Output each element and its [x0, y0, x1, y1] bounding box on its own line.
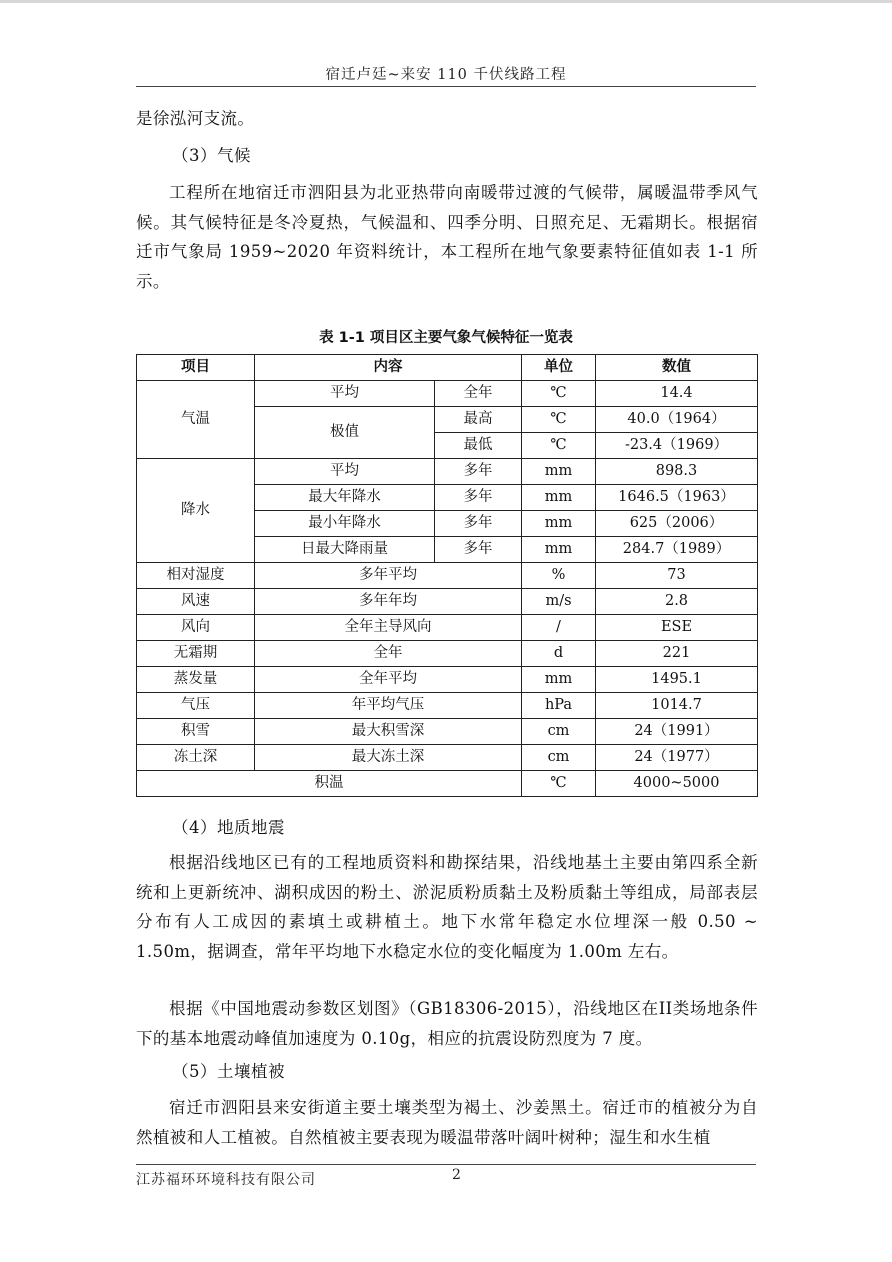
- cell-content: 最大积雪深: [255, 719, 522, 745]
- cell-period: 多年: [435, 485, 522, 511]
- cell-content: 平均: [255, 381, 435, 407]
- cell-content: 最大年降水: [255, 485, 435, 511]
- cell-content-extreme: 极值: [255, 407, 435, 459]
- cell-unit: cm: [522, 745, 596, 771]
- table-row: [137, 641, 758, 667]
- cell-content: 年平均气压: [255, 693, 522, 719]
- cell-value: 898.3: [596, 459, 758, 485]
- cell-unit: mm: [522, 511, 596, 537]
- cell-content: 多年平均: [255, 563, 522, 589]
- column-header-value: 数值: [596, 355, 758, 381]
- footer-company: 江苏福环环境科技有限公司: [136, 1172, 316, 1188]
- cell-unit: ℃: [522, 381, 596, 407]
- table-row: [137, 563, 758, 589]
- cell-unit: /: [522, 615, 596, 641]
- row-label: 蒸发量: [137, 667, 255, 693]
- cell-period: 全年: [435, 381, 522, 407]
- row-label-accumulated-temperature: 积温: [137, 771, 522, 797]
- paragraph-geology-1: 根据沿线地区已有的工程地质资料和勘探结果，沿线地基土主要由第四系全新统和上更新统冲、湖积成因的粉土、淤泥质粉质黏土及粉质黏土等组成，局部表层分布有人工成因的素填土或耕植土。地下水常年稳定水位埋深一般 0.50 ~ 1.50m，据调查，常年平均地下水稳定水位的变化幅度为 1.00m 左右。: [136, 853, 758, 961]
- table-row: [137, 693, 758, 719]
- table-row: [137, 615, 758, 641]
- cell-unit: mm: [522, 485, 596, 511]
- cell-unit: ℃: [522, 433, 596, 459]
- row-label: 风速: [137, 589, 255, 615]
- cell-period: 最低: [435, 433, 522, 459]
- cell-unit: mm: [522, 537, 596, 563]
- heading-geology: （4）地质地震: [172, 818, 285, 837]
- paragraph-continuation: 是徐泓河支流。: [136, 109, 255, 128]
- cell-unit: cm: [522, 719, 596, 745]
- heading-climate: （3）气候: [172, 146, 251, 165]
- heading-soil: （5）土壤植被: [172, 1062, 285, 1081]
- cell-unit: ℃: [522, 771, 596, 797]
- paragraph-soil: 宿迁市泗阳县来安街道主要土壤类型为褐土、沙姜黑土。宿迁市的植被分为自然植被和人工植被。自然植被主要表现为暖温带落叶阔叶树种；湿生和水生植: [136, 1098, 758, 1147]
- cell-value: 284.7（1989）: [596, 537, 758, 563]
- table-row: [137, 667, 758, 693]
- cell-value: 14.4: [596, 381, 758, 407]
- cell-value: 221: [596, 641, 758, 667]
- cell-unit: m/s: [522, 589, 596, 615]
- row-label-precipitation: 降水: [137, 459, 255, 563]
- cell-content: 多年年均: [255, 589, 522, 615]
- cell-content: 全年: [255, 641, 522, 667]
- cell-content: 全年主导风向: [255, 615, 522, 641]
- footer-rule: [136, 1164, 756, 1165]
- column-header-item: 项目: [137, 355, 255, 381]
- cell-value: -23.4（1969）: [596, 433, 758, 459]
- table-row: [137, 381, 758, 407]
- cell-period: 最高: [435, 407, 522, 433]
- table-header-row: [137, 355, 758, 381]
- row-label: 无霜期: [137, 641, 255, 667]
- cell-value: 40.0（1964）: [596, 407, 758, 433]
- column-header-content: 内容: [255, 355, 522, 381]
- cell-content: 平均: [255, 459, 435, 485]
- table-row: [137, 719, 758, 745]
- running-header-title: 宿迁卢廷~来安 110 千伏线路工程: [325, 67, 567, 83]
- climate-table: [136, 354, 758, 797]
- cell-unit: ℃: [522, 407, 596, 433]
- cell-content: 全年平均: [255, 667, 522, 693]
- cell-value: 1014.7: [596, 693, 758, 719]
- cell-value: 1495.1: [596, 667, 758, 693]
- cell-period: 多年: [435, 459, 522, 485]
- paragraph-geology-2: 根据《中国地震动参数区划图》（GB18306-2015），沿线地区在II类场地条件下的基本地震动峰值加速度为 0.10g，相应的抗震设防烈度为 7 度。: [136, 999, 758, 1048]
- cell-content: 最大冻土深: [255, 745, 522, 771]
- cell-value: 4000~5000: [596, 771, 758, 797]
- cell-content: 最小年降水: [255, 511, 435, 537]
- cell-period: 多年: [435, 511, 522, 537]
- cell-value: 24（1991）: [596, 719, 758, 745]
- cell-value: 2.8: [596, 589, 758, 615]
- table-row: [137, 459, 758, 485]
- row-label: 相对湿度: [137, 563, 255, 589]
- cell-value: 1646.5（1963）: [596, 485, 758, 511]
- cell-period: 多年: [435, 537, 522, 563]
- cell-unit: hPa: [522, 693, 596, 719]
- page-top-edge: [0, 0, 892, 3]
- row-label: 气压: [137, 693, 255, 719]
- header-rule: [136, 86, 756, 87]
- paragraph-climate: 工程所在地宿迁市泗阳县为北亚热带向南暖带过渡的气候带，属暖温带季风气候。其气候特征是冬冷夏热，气候温和、四季分明、日照充足、无霜期长。根据宿迁市气象局 1959~2020 年资料统计，本工程所在地气象要素特征值如表 1-1 所示。: [136, 183, 758, 291]
- page-number: 2: [452, 1167, 461, 1183]
- row-label: 风向: [137, 615, 255, 641]
- row-label: 积雪: [137, 719, 255, 745]
- cell-value: 625（2006）: [596, 511, 758, 537]
- row-label: 冻土深: [137, 745, 255, 771]
- cell-unit: mm: [522, 667, 596, 693]
- cell-unit: %: [522, 563, 596, 589]
- cell-content: 日最大降雨量: [255, 537, 435, 563]
- table-row: [137, 589, 758, 615]
- column-header-unit: 单位: [522, 355, 596, 381]
- table-caption: 表 1-1 项目区主要气象气候特征一览表: [319, 330, 573, 346]
- cell-value: 73: [596, 563, 758, 589]
- cell-value: ESE: [596, 615, 758, 641]
- table-row: [137, 745, 758, 771]
- cell-value: 24（1977）: [596, 745, 758, 771]
- cell-unit: d: [522, 641, 596, 667]
- cell-unit: mm: [522, 459, 596, 485]
- table-row: [137, 771, 758, 797]
- row-label-temperature: 气温: [137, 381, 255, 459]
